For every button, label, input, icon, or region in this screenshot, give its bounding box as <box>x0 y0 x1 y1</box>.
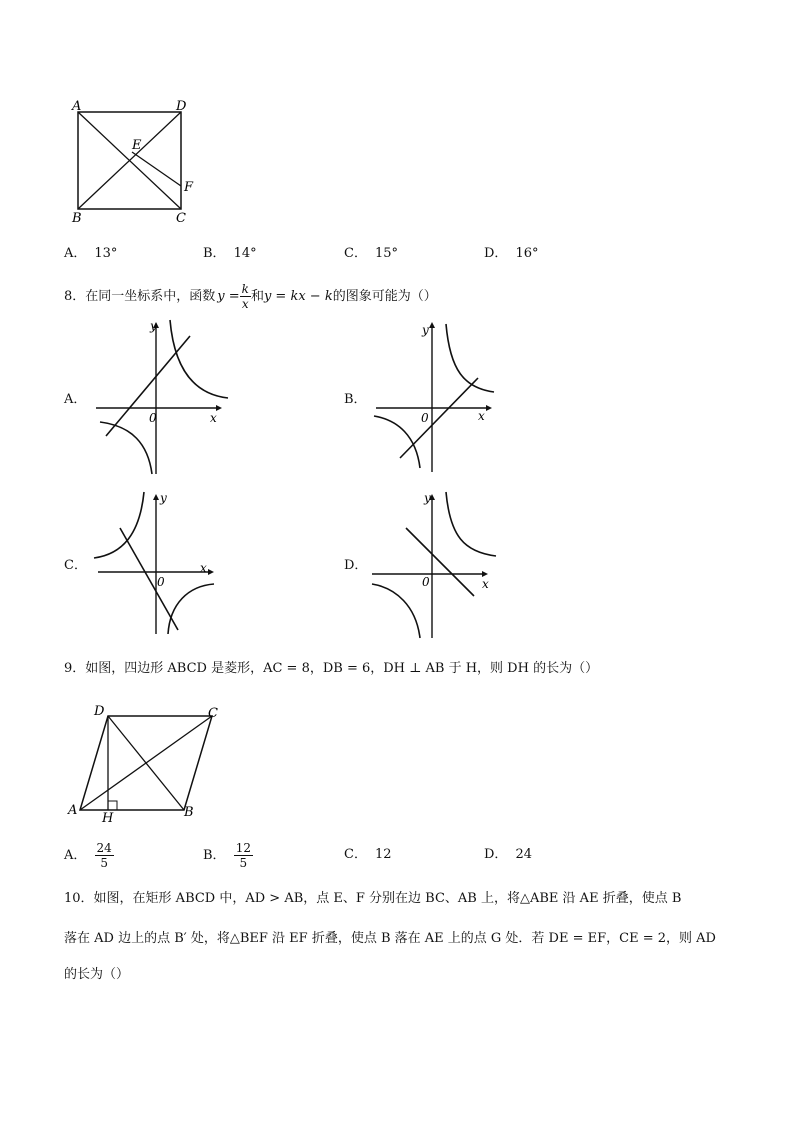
q9-option-a: A． $\frac{24}{5}$ <box>64 841 112 870</box>
q8-option-c: C． <box>64 558 87 573</box>
label-D: D <box>94 704 105 719</box>
axis-x-label: x <box>200 561 207 575</box>
label-B: B <box>184 805 194 820</box>
q8-option-a: A． <box>64 392 87 407</box>
q10-line-2: 落在 AD 边上的点 B′ 处，将△BEF 沿 EF 折叠，使点 B 落在 AE 上的点 G 处．若 DE = EF，CE = 2，则 AD <box>64 931 716 946</box>
q10-line-1: 10．如图，在矩形 ABCD 中，AD > AB，点 E、F 分别在边 BC、AB 上，将△ABE 沿 AE 折叠，使点 B <box>64 891 682 906</box>
q8-option-b: B． <box>344 392 367 407</box>
label-B: B <box>72 211 82 226</box>
label-C: C <box>208 706 218 721</box>
axis-y-label: y <box>160 491 167 505</box>
q7-option-a: A． 13° <box>64 246 118 261</box>
q9-option-c: C． 12 <box>344 847 392 862</box>
q7-option-c: C． 15° <box>344 246 398 261</box>
label-F: F <box>184 180 194 195</box>
q8-graph-a <box>92 316 232 478</box>
q8-graph-d <box>370 488 500 640</box>
origin-label: 0 <box>157 575 165 589</box>
label-A: A <box>68 803 78 818</box>
axis-y-label: y <box>424 491 431 505</box>
q8-stem: 8．在同一坐标系中，函数 y = $\frac{k}{x}$ 和y = kx − k的图象可能为（） <box>64 282 437 311</box>
axis-x-label: x <box>482 577 489 591</box>
q10-line-3: 的长为（） <box>64 967 130 982</box>
q9-option-d: D． 24 <box>484 847 532 862</box>
label-A: A <box>72 99 82 114</box>
q8-graph-b <box>372 316 512 478</box>
axis-x-label: x <box>210 411 217 425</box>
axis-y-label: y <box>150 319 157 333</box>
q7-square-figure <box>64 96 204 226</box>
q9-option-b: B． $\frac{12}{5}$ <box>203 841 251 870</box>
origin-label: 0 <box>421 411 429 425</box>
label-H: H <box>102 811 114 824</box>
axis-x-label: x <box>478 409 485 423</box>
axis-y-label: y <box>422 323 429 337</box>
label-D: D <box>176 99 187 114</box>
label-E: E <box>132 138 142 153</box>
q7-option-b: B． 14° <box>203 246 257 261</box>
origin-label: 0 <box>149 411 157 425</box>
q9-rhombus-figure <box>66 700 236 824</box>
q8-option-d: D． <box>344 558 368 573</box>
q8-graph-c <box>92 488 232 638</box>
origin-label: 0 <box>422 575 430 589</box>
q7-option-d: D． 16° <box>484 246 539 261</box>
q9-stem: 9．如图，四边形 ABCD 是菱形，AC = 8，DB = 6，DH ⊥ AB 于 H，则 DH 的长为（） <box>64 661 599 676</box>
label-C: C <box>176 211 186 226</box>
